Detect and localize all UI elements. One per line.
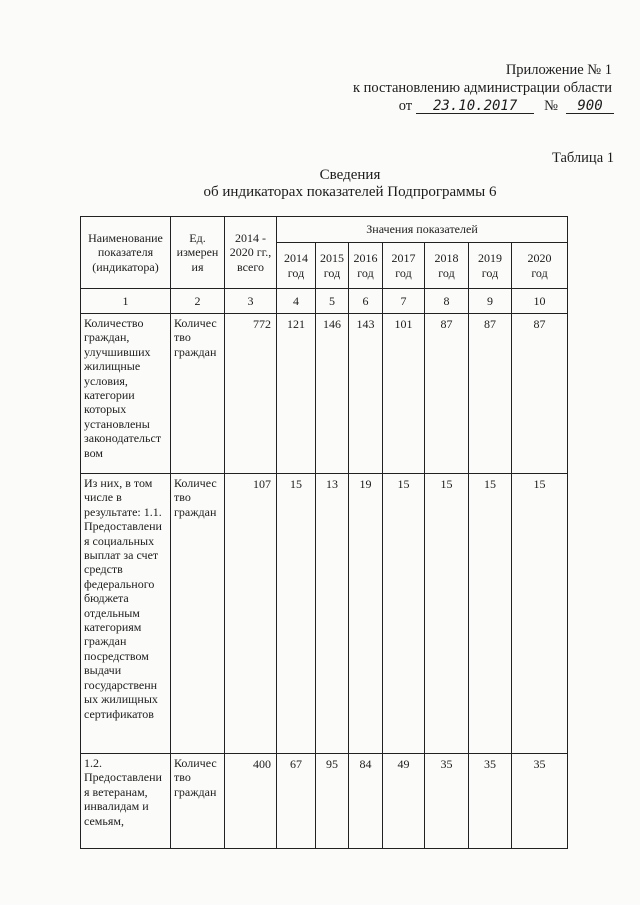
table-label: Таблица 1: [551, 150, 614, 166]
indicator-value: 84: [349, 754, 383, 849]
indicator-value: 146: [316, 314, 349, 474]
indicator-total: 400: [225, 754, 277, 849]
header-year: 2019 год: [469, 243, 512, 289]
header-year: 2018 год: [425, 243, 469, 289]
indicator-value: 13: [316, 474, 349, 754]
header-year: 2015 год: [316, 243, 349, 289]
table-row: [81, 754, 568, 849]
indicator-name: 1.2. Предоставлени я ветеранам, инвалидам и семьям,: [81, 754, 171, 849]
title-line-2: об индикаторах показателей Подпрограммы 6: [203, 184, 497, 200]
column-number: 3: [225, 289, 277, 314]
indicator-value: 101: [383, 314, 425, 474]
header-name: Наименование показателя (индикатора): [81, 217, 171, 289]
header-year: 2020 год: [512, 243, 568, 289]
header-unit: Ед. измерен ия: [171, 217, 225, 289]
handwritten-date: 23.10.2017: [416, 100, 534, 114]
column-number: 4: [277, 289, 316, 314]
column-number: 10: [512, 289, 568, 314]
indicator-name: Из них, в том числе в результате: 1.1. Предоставлени я социальных выплат за счет средств федерального бюджета отдельным категориям граждан посредством выдачи государственн ых жилищных сертификатов: [81, 474, 171, 754]
indicator-value: 15: [425, 474, 469, 754]
indicator-value: 35: [469, 754, 512, 849]
column-number: 2: [171, 289, 225, 314]
column-number: 8: [425, 289, 469, 314]
indicator-name: Количество граждан, улучшивших жилищные условия, категории которых установлены законодательст вом: [81, 314, 171, 474]
indicator-value: 67: [277, 754, 316, 849]
header-year: 2017 год: [383, 243, 425, 289]
column-number: 1: [81, 289, 171, 314]
indicator-unit: Количес тво граждан: [171, 474, 225, 754]
indicator-value: 87: [512, 314, 568, 474]
indicator-value: 15: [512, 474, 568, 754]
indicators-table: [80, 216, 568, 849]
indicator-value: 15: [277, 474, 316, 754]
header-row-1: [81, 217, 568, 243]
indicator-unit: Количес тво граждан: [171, 754, 225, 849]
column-number: 6: [349, 289, 383, 314]
indicator-value: 143: [349, 314, 383, 474]
indicator-value: 15: [383, 474, 425, 754]
handwritten-number: 900: [566, 100, 614, 114]
indicator-total: 772: [225, 314, 277, 474]
column-number: 7: [383, 289, 425, 314]
table-row: [81, 314, 568, 474]
column-number-row: [81, 289, 568, 314]
decree-label: к постановлению администрации области: [352, 80, 612, 96]
indicator-value: 121: [277, 314, 316, 474]
indicator-value: 35: [425, 754, 469, 849]
appendix-label: Приложение № 1: [505, 62, 612, 78]
header-year: 2016 год: [349, 243, 383, 289]
indicator-total: 107: [225, 474, 277, 754]
column-number: 9: [469, 289, 512, 314]
indicator-value: 35: [512, 754, 568, 849]
indicator-value: 87: [469, 314, 512, 474]
indicator-value: 15: [469, 474, 512, 754]
decree-date-number: [399, 98, 614, 115]
indicator-value: 49: [383, 754, 425, 849]
header-year: 2014 год: [277, 243, 316, 289]
title-line-1: Сведения: [319, 167, 381, 183]
column-number: 5: [316, 289, 349, 314]
header-values: Значения показателей: [277, 217, 568, 243]
indicator-value: 87: [425, 314, 469, 474]
indicator-value: 95: [316, 754, 349, 849]
indicator-value: 19: [349, 474, 383, 754]
number-label: №: [544, 98, 558, 114]
table-row: [81, 474, 568, 754]
header-total: 2014 - 2020 гг., всего: [225, 217, 277, 289]
indicator-unit: Количес тво граждан: [171, 314, 225, 474]
from-label: от: [398, 98, 413, 114]
